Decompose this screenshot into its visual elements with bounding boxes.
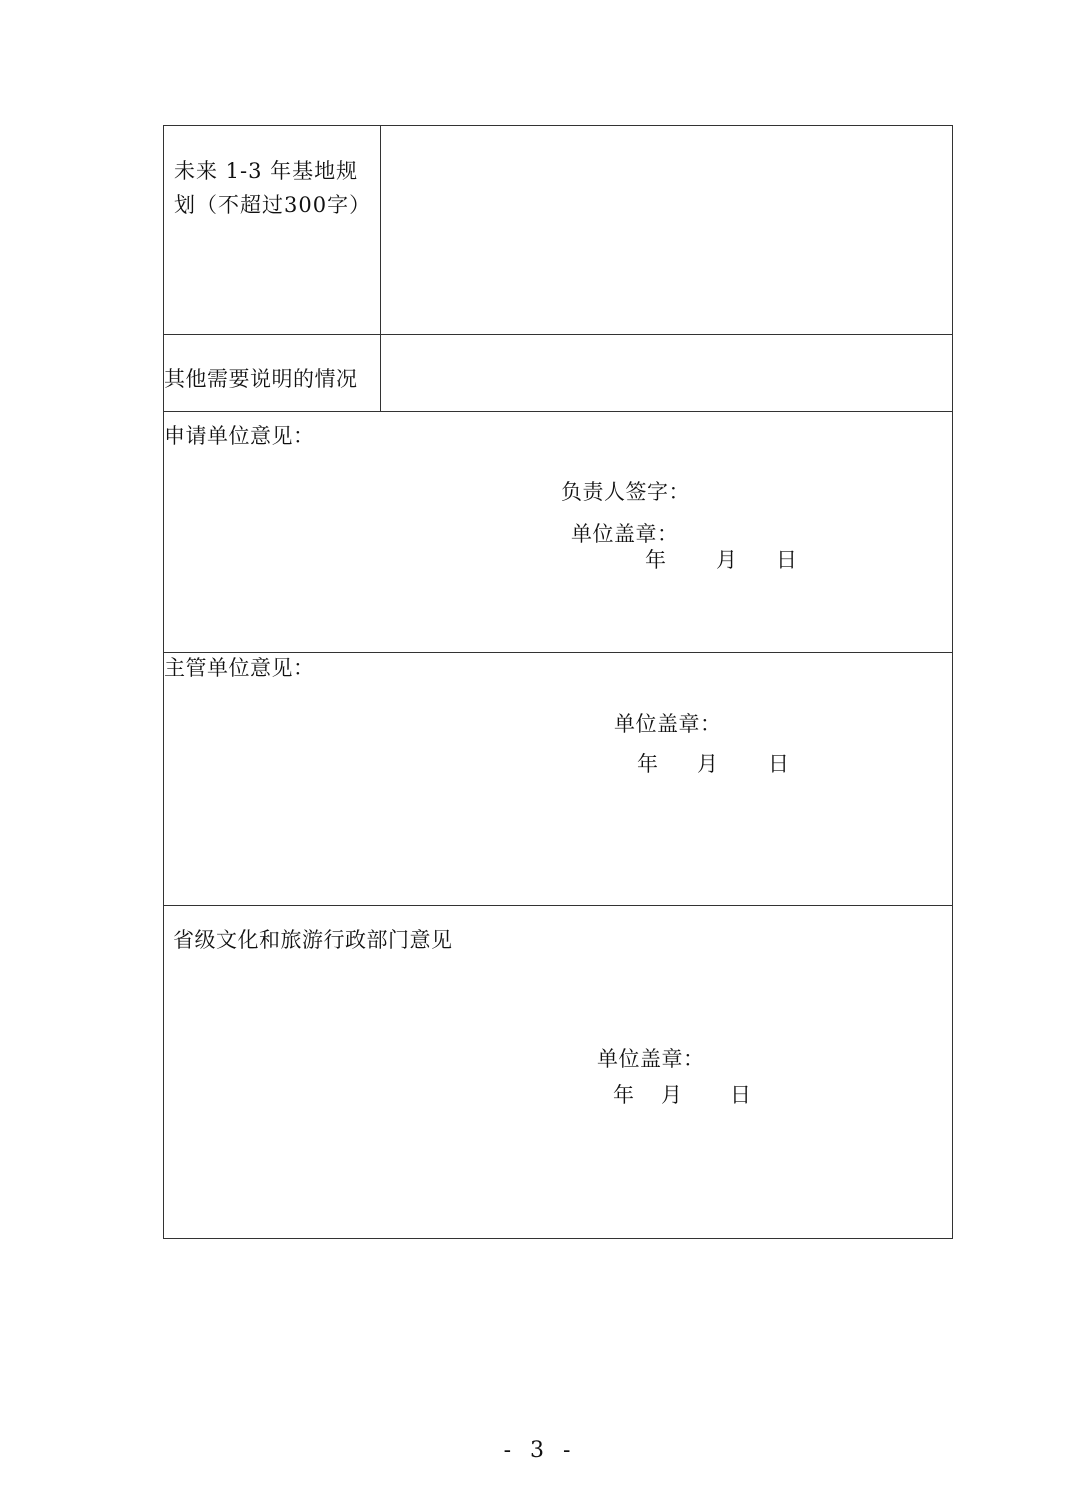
- row-divider: [164, 334, 952, 335]
- row-divider: [164, 411, 952, 412]
- application-form-table: [163, 125, 953, 1239]
- supervisor-opinion-title: 主管单位意见：: [164, 656, 315, 680]
- supervisor-date-day: 日: [768, 752, 790, 776]
- other-info-input-cell[interactable]: [382, 336, 952, 411]
- supervisor-date-month: 月: [697, 752, 719, 776]
- applicant-opinion-title: 申请单位意见：: [164, 424, 315, 448]
- provincial-date-month: 月: [661, 1083, 683, 1107]
- applicant-seal-label: 单位盖章：: [571, 522, 679, 546]
- applicant-date-month: 月: [716, 548, 738, 572]
- page-number: - 3 -: [503, 1438, 577, 1463]
- column-divider: [380, 335, 381, 412]
- supervisor-seal-label: 单位盖章：: [614, 712, 722, 736]
- other-info-label: 其他需要说明的情况: [164, 367, 358, 391]
- provincial-seal-label: 单位盖章：: [597, 1047, 705, 1071]
- provincial-opinion-title: 省级文化和旅游行政部门意见: [173, 928, 453, 952]
- column-divider: [380, 126, 381, 335]
- applicant-date-year: 年: [645, 548, 667, 572]
- supervisor-date-year: 年: [637, 752, 659, 776]
- plan-input-cell[interactable]: [382, 126, 952, 333]
- provincial-date-year: 年: [613, 1083, 635, 1107]
- applicant-signature-label: 负责人签字：: [561, 480, 690, 504]
- provincial-date-day: 日: [730, 1083, 752, 1107]
- row-divider: [164, 905, 952, 906]
- plan-label: 未来 1-3 年基地规 划（不超过300字）: [174, 159, 372, 217]
- applicant-date-day: 日: [776, 548, 798, 572]
